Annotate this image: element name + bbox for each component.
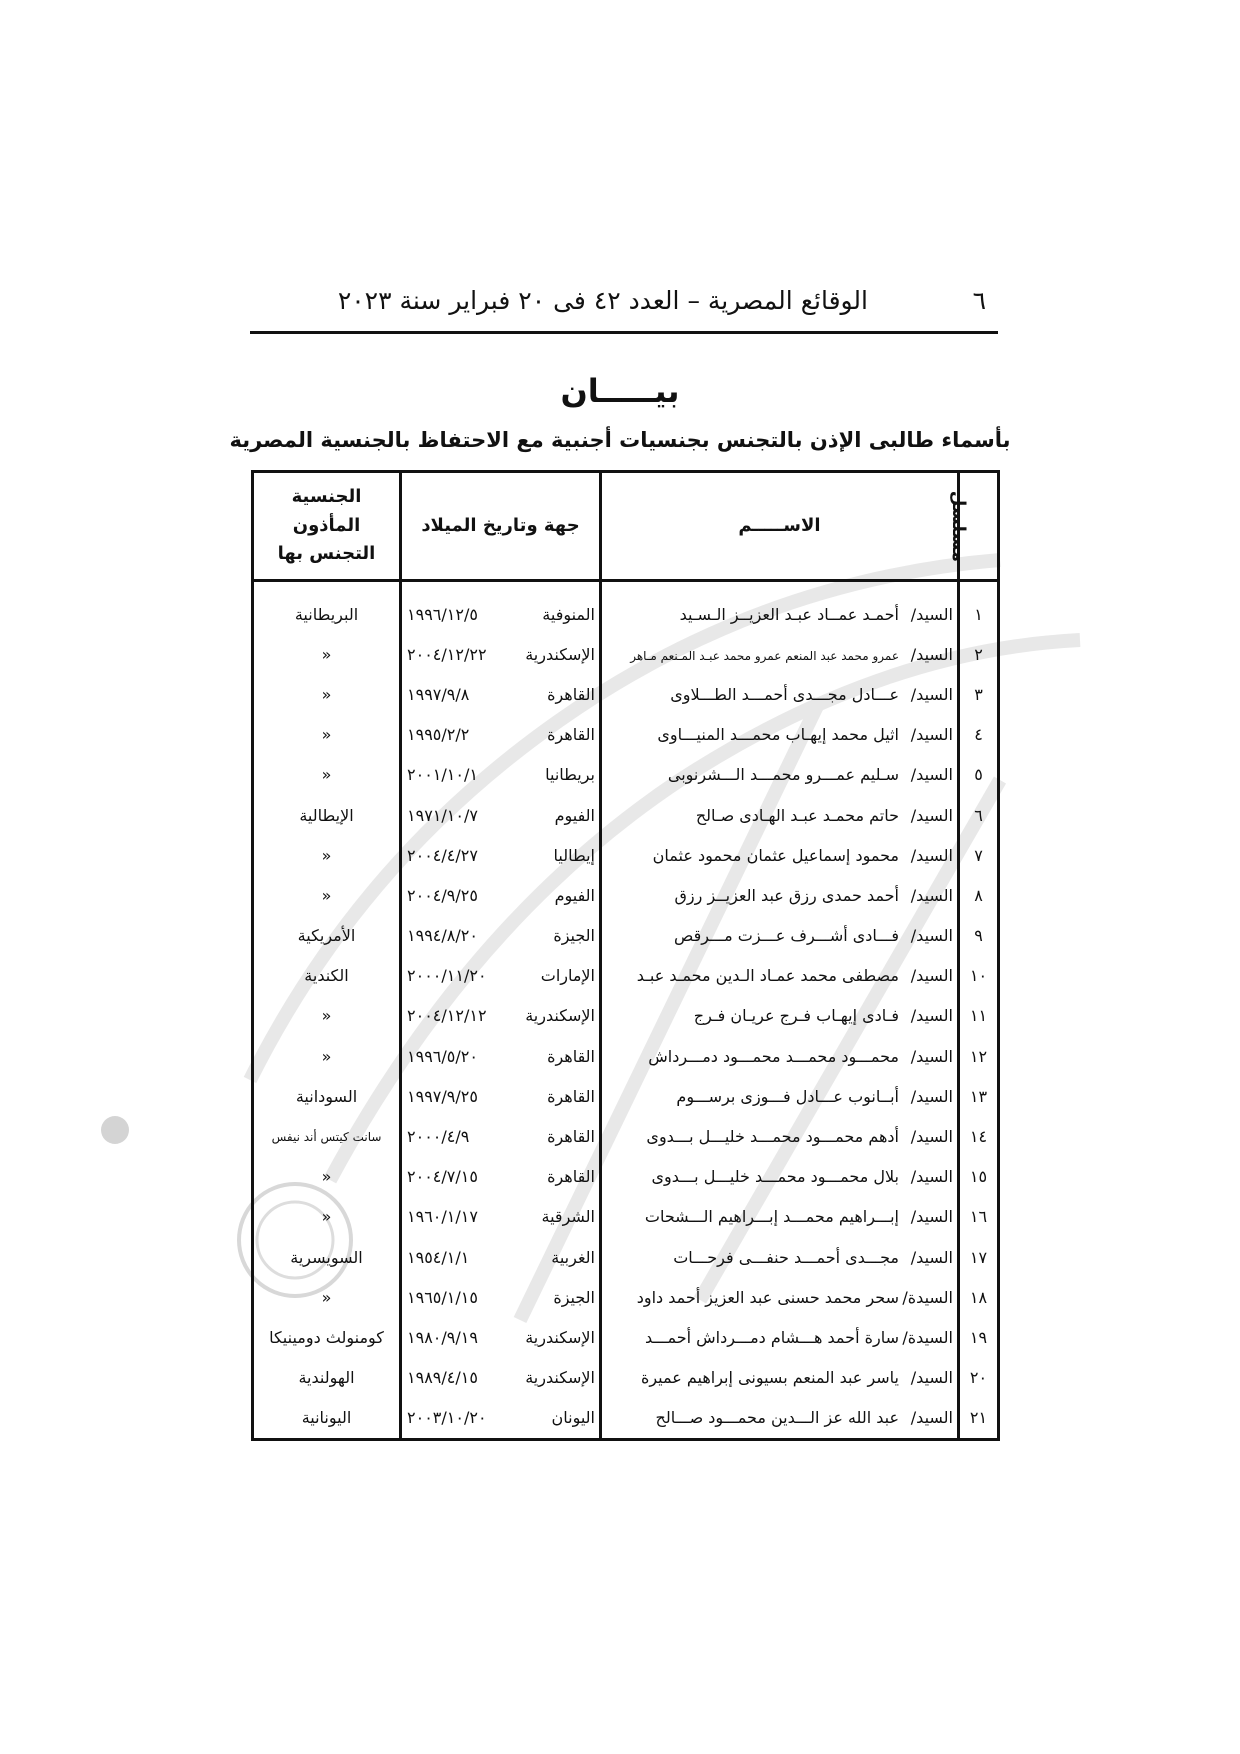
- birth-cell: [401, 715, 601, 755]
- name-cell: [601, 1076, 959, 1116]
- nationality-cell: «: [253, 634, 401, 674]
- name-cell: [601, 755, 959, 795]
- table-header-row: [253, 472, 999, 581]
- birth-place: الغربية: [551, 1247, 595, 1267]
- honorific: السيد/: [910, 1207, 953, 1227]
- birth-place: المنوفية: [542, 604, 595, 624]
- honorific: السيد/: [910, 765, 953, 785]
- birth-date: ١٩٦٠/١/١٧: [407, 1207, 478, 1227]
- nationality-cell: اليونانية: [253, 1398, 401, 1440]
- nationality-cell: «: [253, 1036, 401, 1076]
- birth-place: الفيوم: [554, 885, 595, 905]
- serial-number: ١٣: [959, 1076, 999, 1116]
- birth-cell: [401, 1157, 601, 1197]
- nationality-cell: «: [253, 715, 401, 755]
- birth-place: الإسكندرية: [525, 1368, 595, 1388]
- serial-number: ٣: [959, 674, 999, 714]
- birth-date: ١٩٨٩/٤/١٥: [407, 1368, 478, 1388]
- nationality-cell: «: [253, 835, 401, 875]
- honorific: السيد/: [910, 604, 953, 624]
- page-number: ٦: [972, 286, 986, 315]
- person-name: مجـــدى أحمـــد حنفـــى فرحـــات: [673, 1247, 899, 1267]
- honorific: السيد/: [910, 1368, 953, 1388]
- birth-date: ١٩٧١/١٠/٧: [407, 805, 478, 825]
- birth-place: الإمارات: [540, 966, 595, 986]
- birth-cell: [401, 1277, 601, 1317]
- table-row: [253, 956, 999, 996]
- birth-date: ٢٠٠٤/٧/١٥: [407, 1167, 478, 1187]
- header-name: الاســـــم: [601, 472, 959, 581]
- table-row: [253, 996, 999, 1036]
- honorific: السيدة/: [902, 1327, 953, 1347]
- honorific: السيد/: [910, 1086, 953, 1106]
- serial-number: ١: [959, 581, 999, 635]
- honorific: السيد/: [910, 805, 953, 825]
- birth-place: إيطاليا: [553, 845, 595, 865]
- table-row: [253, 674, 999, 714]
- name-cell: [601, 835, 959, 875]
- birth-cell: [401, 795, 601, 835]
- birth-place: الجيزة: [553, 1287, 595, 1307]
- table-row: [253, 1237, 999, 1277]
- birth-date: ١٩٩٧/٩/٨: [407, 684, 470, 704]
- birth-cell: [401, 1237, 601, 1277]
- person-name: حاتم محمـد عبـد الهـادى صـالح: [695, 805, 899, 825]
- honorific: السيد/: [910, 885, 953, 905]
- serial-number: ١٥: [959, 1157, 999, 1197]
- nationality-cell: «: [253, 875, 401, 915]
- honorific: السيد/: [910, 1167, 953, 1187]
- name-cell: [601, 795, 959, 835]
- serial-number: ١٠: [959, 956, 999, 996]
- birth-place: القاهرة: [547, 1046, 595, 1066]
- birth-cell: [401, 755, 601, 795]
- serial-number: ٤: [959, 715, 999, 755]
- nationality-cell: «: [253, 1197, 401, 1237]
- birth-date: ٢٠٠١/١٠/١: [407, 765, 478, 785]
- person-name: بلال محمـــود محمـــد خليـــل بـــدوى: [651, 1167, 899, 1187]
- serial-number: ٥: [959, 755, 999, 795]
- person-name: سارة أحمد هـــشام دمـــرداش أحمـــد: [644, 1327, 899, 1347]
- birth-cell: [401, 1398, 601, 1440]
- naturalization-table: [251, 470, 1000, 1441]
- birth-place: القاهرة: [547, 725, 595, 745]
- serial-number: ١٤: [959, 1116, 999, 1156]
- name-cell: [601, 1157, 959, 1197]
- serial-number: ٨: [959, 875, 999, 915]
- serial-number: ١٦: [959, 1197, 999, 1237]
- nationality-cell: الإيطالية: [253, 795, 401, 835]
- name-cell: [601, 581, 959, 635]
- birth-cell: [401, 1036, 601, 1076]
- table-row: [253, 715, 999, 755]
- person-name: فـــادى أشـــرف عـــزت مـــرقص: [673, 926, 899, 946]
- nationality-cell: «: [253, 755, 401, 795]
- person-name: أحمـد عمــاد عبـد العزيــز الـسـيد: [679, 604, 899, 624]
- name-cell: [601, 996, 959, 1036]
- person-name: عـــادل مجـــدى أحمـــد الطـــلاوى: [670, 684, 899, 704]
- nationality-cell: كومنولث دومينيكا: [253, 1317, 401, 1357]
- birth-place: الإسكندرية: [525, 1006, 595, 1026]
- serial-number: ٢٠: [959, 1358, 999, 1398]
- nationality-cell: البريطانية: [253, 581, 401, 635]
- birth-cell: [401, 634, 601, 674]
- person-name: أحمد حمدى رزق عبد العزيــز رزق: [674, 885, 899, 905]
- serial-number: ١٨: [959, 1277, 999, 1317]
- birth-cell: [401, 1116, 601, 1156]
- birth-date: ١٩٩٥/٢/٢: [407, 725, 470, 745]
- honorific: السيد/: [910, 966, 953, 986]
- name-cell: [601, 715, 959, 755]
- honorific: السيد/: [910, 1247, 953, 1267]
- table-row: [253, 1317, 999, 1357]
- name-cell: [601, 875, 959, 915]
- birth-place: الفيوم: [554, 805, 595, 825]
- name-cell: [601, 634, 959, 674]
- nationality-cell: الهولندية: [253, 1358, 401, 1398]
- header-nationality: الجنسية المأذون التجنس بها: [253, 472, 401, 581]
- person-name: مصطفى محمد عمـاد الـدين محمـد عبـد: [636, 966, 899, 986]
- birth-date: ٢٠٠٤/٤/٢٧: [407, 845, 478, 865]
- name-cell: [601, 916, 959, 956]
- birth-cell: [401, 996, 601, 1036]
- person-name: ياسر عبد المنعم بسيونى إبراهيم عميرة: [640, 1368, 899, 1388]
- birth-cell: [401, 835, 601, 875]
- nationality-cell: السودانية: [253, 1076, 401, 1116]
- honorific: السيد/: [910, 644, 953, 664]
- person-name: إبـــراهيم محمـــد إبـــراهيم الـــشحات: [644, 1207, 899, 1227]
- serial-number: ١٩: [959, 1317, 999, 1357]
- name-cell: [601, 1197, 959, 1237]
- header-serial: مسلسل: [959, 472, 999, 581]
- serial-number: ٢: [959, 634, 999, 674]
- honorific: السيد/: [910, 1127, 953, 1147]
- table-row: [253, 1398, 999, 1440]
- header-birth: جهة وتاريخ الميلاد: [401, 472, 601, 581]
- person-name: فـادى إيهـاب فـرج عريـان فـرج: [693, 1006, 899, 1026]
- honorific: السيد/: [910, 684, 953, 704]
- honorific: السيد/: [910, 845, 953, 865]
- table-row: [253, 795, 999, 835]
- table-row: [253, 755, 999, 795]
- serial-number: ٩: [959, 916, 999, 956]
- serial-number: ١٧: [959, 1237, 999, 1277]
- person-name: اثيل محمد إيهـاب محمـــد المنيـــاوى: [657, 725, 899, 745]
- name-cell: [601, 1116, 959, 1156]
- document-title: بيـــــان: [560, 372, 680, 410]
- serial-number: ١١: [959, 996, 999, 1036]
- birth-place: القاهرة: [547, 684, 595, 704]
- honorific: السيد/: [910, 926, 953, 946]
- birth-date: ٢٠٠٠/١١/٢٠: [407, 966, 487, 986]
- page-header: [250, 282, 998, 328]
- journal-header-line: الوقائع المصرية – العدد ٤٢ فى ٢٠ فبراير سنة ٢٠٢٣: [337, 286, 868, 315]
- name-cell: [601, 1277, 959, 1317]
- birth-cell: [401, 581, 601, 635]
- table-row: [253, 634, 999, 674]
- table-row: [253, 581, 999, 635]
- birth-date: ١٩٦٥/١/١٥: [407, 1287, 478, 1307]
- nationality-cell: «: [253, 996, 401, 1036]
- birth-date: ٢٠٠٤/٩/٢٥: [407, 885, 478, 905]
- birth-place: الإسكندرية: [525, 644, 595, 664]
- nationality-cell: الأمريكية: [253, 916, 401, 956]
- birth-date: ١٩٥٤/١/١: [407, 1247, 470, 1267]
- birth-cell: [401, 1317, 601, 1357]
- person-name: سحر محمد حسنى عبد العزيز أحمد داود: [636, 1287, 899, 1307]
- birth-date: ٢٠٠٤/١٢/١٢: [407, 1006, 487, 1026]
- birth-date: ١٩٩٤/٨/٢٠: [407, 926, 478, 946]
- birth-date: ٢٠٠٤/١٢/٢٢: [407, 644, 487, 664]
- birth-place: بريطانيا: [545, 765, 595, 785]
- person-name: محمود إسماعيل عثمان محمود عثمان: [652, 845, 899, 865]
- birth-date: ١٩٩٦/١٢/٥: [407, 604, 478, 624]
- table-row: [253, 1277, 999, 1317]
- name-cell: [601, 1398, 959, 1440]
- name-cell: [601, 1036, 959, 1076]
- birth-cell: [401, 875, 601, 915]
- person-name: سـليم عمـــرو محمـــد الـــشرنوبى: [667, 765, 899, 785]
- honorific: السيد/: [910, 1408, 953, 1428]
- nationality-cell: «: [253, 1277, 401, 1317]
- birth-cell: [401, 1076, 601, 1116]
- honorific: السيد/: [910, 1046, 953, 1066]
- birth-date: ٢٠٠٠/٤/٩: [407, 1127, 470, 1147]
- serial-number: ٧: [959, 835, 999, 875]
- person-name: أبــانوب عـــادل فـــوزى برســـوم: [676, 1086, 899, 1106]
- nationality-cell: «: [253, 1157, 401, 1197]
- table-row: [253, 1116, 999, 1156]
- birth-place: القاهرة: [547, 1167, 595, 1187]
- serial-number: ١٢: [959, 1036, 999, 1076]
- honorific: السيد/: [910, 725, 953, 745]
- name-cell: [601, 674, 959, 714]
- table-row: [253, 1197, 999, 1237]
- table-row: [253, 1157, 999, 1197]
- birth-date: ١٩٩٧/٩/٢٥: [407, 1086, 478, 1106]
- birth-cell: [401, 916, 601, 956]
- birth-cell: [401, 674, 601, 714]
- name-cell: [601, 956, 959, 996]
- birth-place: الإسكندرية: [525, 1327, 595, 1347]
- birth-cell: [401, 956, 601, 996]
- birth-date: ٢٠٠٣/١٠/٢٠: [407, 1408, 487, 1428]
- person-name: أدهم محمـــود محمـــد خليـــل بـــدوى: [646, 1127, 899, 1147]
- nationality-cell: سانت كيتس أند نيفس: [253, 1116, 401, 1156]
- person-name: عبد الله عز الـــدين محمـــود صـــالح: [655, 1408, 899, 1428]
- birth-date: ١٩٨٠/٩/١٩: [407, 1327, 478, 1347]
- honorific: السيد/: [910, 1006, 953, 1026]
- table-row: [253, 875, 999, 915]
- birth-place: الشرقية: [541, 1207, 595, 1227]
- serial-number: ٢١: [959, 1398, 999, 1440]
- header-divider: [250, 331, 998, 334]
- name-cell: [601, 1358, 959, 1398]
- table-row: [253, 1358, 999, 1398]
- nationality-cell: الكندية: [253, 956, 401, 996]
- birth-place: الجيزة: [553, 926, 595, 946]
- birth-date: ١٩٩٦/٥/٢٠: [407, 1046, 478, 1066]
- name-cell: [601, 1237, 959, 1277]
- honorific: السيدة/: [902, 1287, 953, 1307]
- name-cell: [601, 1317, 959, 1357]
- birth-place: القاهرة: [547, 1086, 595, 1106]
- birth-place: القاهرة: [547, 1127, 595, 1147]
- birth-place: اليونان: [551, 1408, 595, 1428]
- table-row: [253, 835, 999, 875]
- nationality-cell: «: [253, 674, 401, 714]
- table-row: [253, 1076, 999, 1116]
- document-subtitle: بأسماء طالبى الإذن بالتجنس بجنسيات أجنبية مع الاحتفاظ بالجنسية المصرية: [229, 428, 1011, 452]
- person-name: محمـــود محمـــد محمـــود دمـــرداش: [648, 1046, 899, 1066]
- birth-cell: [401, 1358, 601, 1398]
- serial-number: ٦: [959, 795, 999, 835]
- person-name: عمرو محمد عبد المنعم عمرو محمد عبـد المـنعم مـاهر: [630, 648, 899, 663]
- nationality-cell: السويسرية: [253, 1237, 401, 1277]
- table-row: [253, 916, 999, 956]
- table-row: [253, 1036, 999, 1076]
- birth-cell: [401, 1197, 601, 1237]
